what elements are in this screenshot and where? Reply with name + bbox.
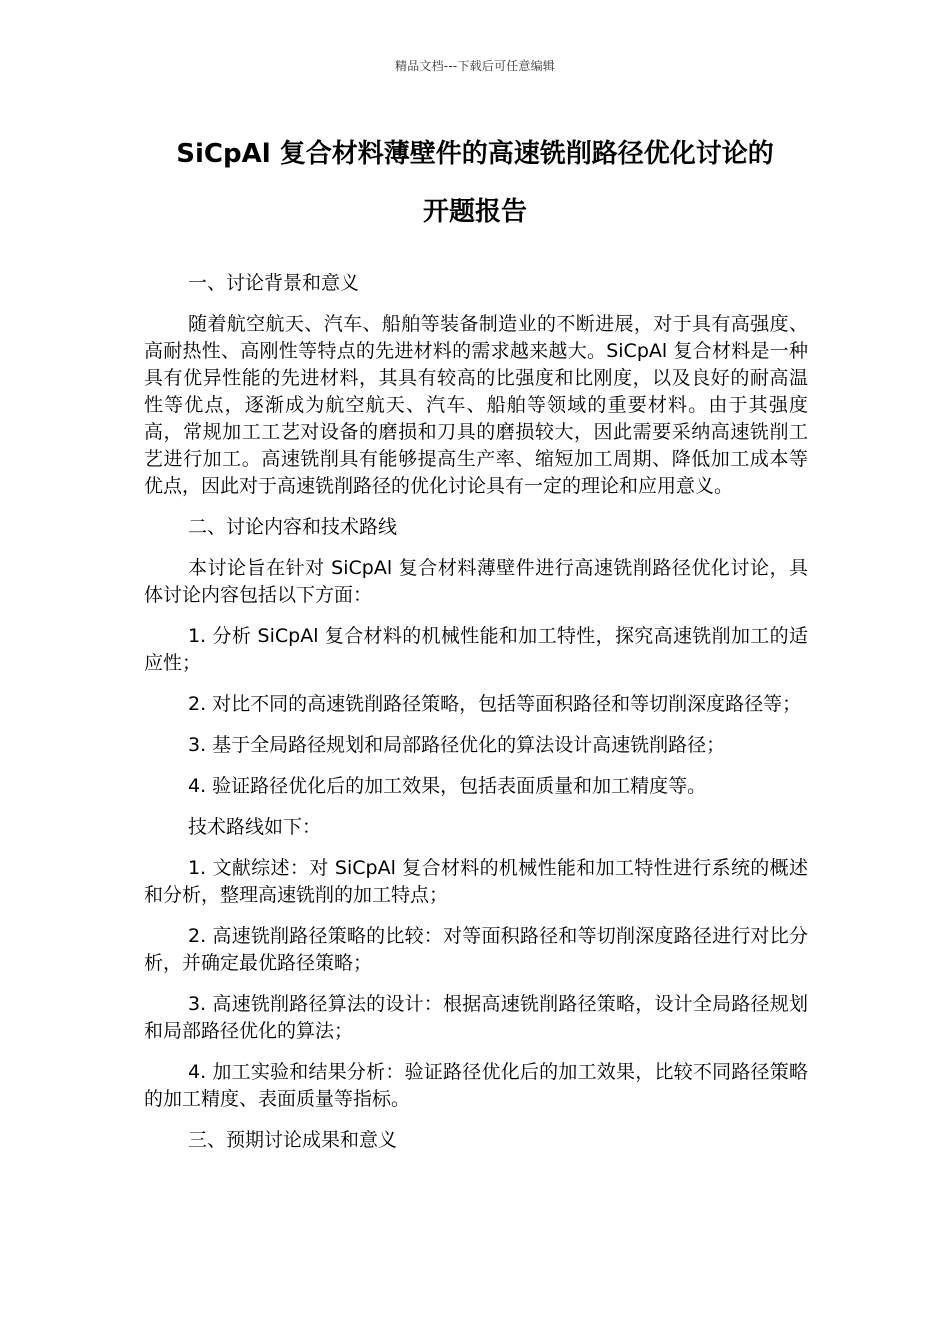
- content-item-1: 1. 分析 SiCpAl 复合材料的机械性能和加工特性，探究高速铣削加工的适应性；: [144, 625, 808, 674]
- paragraph-background: 随着航空航天、汽车、船舶等装备制造业的不断进展，对于具有高强度、高耐热性、高刚性等特点的先进材料的需求越来越大。SiCpAl 复合材料是一种具有优异性能的先进材料，其具有较高的比强度和比刚度，以及良好的耐高温性等优点，逐渐成为航空航天、汽车、船舶等领域的重要材料。由于其强度高，常规加工工艺对设备的磨损和刀具的磨损较大，因此需要采纳高速铣削工艺进行加工。高速铣削具有能够提高生产率、缩短加工周期、降低加工成本等优点，因此对于高速铣削路径的优化讨论具有一定的理论和应用意义。: [144, 313, 808, 497]
- section-heading-background: 一、讨论背景和意义: [188, 272, 360, 294]
- tech-route-item-3: 3. 高速铣削路径算法的设计：根据高速铣削路径策略，设计全局路径规划和局部路径优化的算法；: [144, 993, 808, 1042]
- content-item-4: 4. 验证路径优化后的加工效果，包括表面质量和加工精度等。: [188, 775, 707, 797]
- header-note: 精品文档---下载后可任意编辑: [395, 59, 555, 73]
- content-item-2: 2. 对比不同的高速铣削路径策略，包括等面积路径和等切削深度路径等；: [188, 693, 802, 715]
- tech-route-item-4: 4. 加工实验和结果分析：验证路径优化后的加工效果，比较不同路径策略的加工精度、表面质量等指标。: [144, 1061, 808, 1110]
- document-title-line-1: SiCpAl 复合材料薄壁件的高速铣削路径优化讨论的: [176, 139, 774, 169]
- tech-route-intro: 技术路线如下：: [188, 816, 322, 838]
- section-heading-expected-results: 三、预期讨论成果和意义: [188, 1129, 398, 1151]
- paragraph-content-intro: 本讨论旨在针对 SiCpAl 复合材料薄壁件进行高速铣削路径优化讨论，具体讨论内容包括以下方面：: [144, 557, 808, 606]
- document-title-line-2: 开题报告: [422, 197, 527, 227]
- tech-route-item-1: 1. 文献综述：对 SiCpAl 复合材料的机械性能和加工特性进行系统的概述和分析，整理高速铣削的加工特点；: [144, 857, 808, 906]
- section-heading-content: 二、讨论内容和技术路线: [188, 516, 398, 538]
- tech-route-item-2: 2. 高速铣削路径策略的比较：对等面积路径和等切削深度路径进行对比分析，并确定最优路径策略；: [144, 925, 808, 974]
- content-item-3: 3. 基于全局路径规划和局部路径优化的算法设计高速铣削路径；: [188, 734, 726, 756]
- document-body: [144, 270, 808, 1168]
